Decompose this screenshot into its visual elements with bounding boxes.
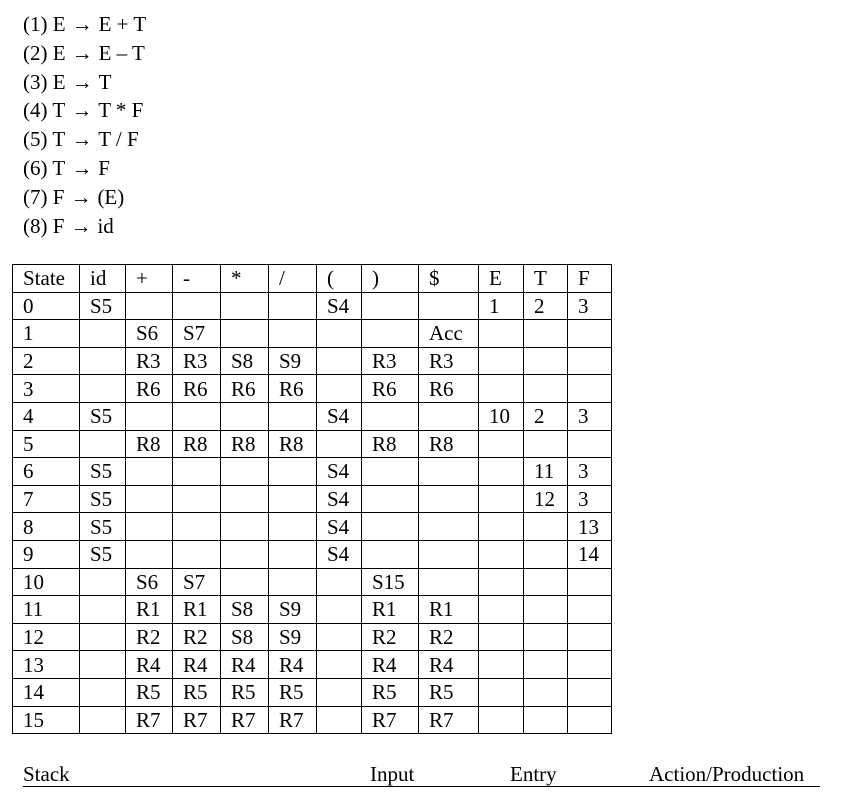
- table-cell: [317, 347, 362, 375]
- column-header: /: [269, 265, 317, 293]
- table-cell: 3: [568, 292, 612, 320]
- table-row: [13, 402, 612, 430]
- table-cell: [362, 402, 419, 430]
- table-cell: [362, 513, 419, 541]
- table-cell: [317, 706, 362, 734]
- state-cell: 8: [13, 513, 80, 541]
- table-cell: [221, 458, 269, 486]
- table-cell: [269, 458, 317, 486]
- parse-table-body: [13, 292, 612, 734]
- column-header: (: [317, 265, 362, 293]
- table-row: [13, 651, 612, 679]
- table-cell: [221, 540, 269, 568]
- table-cell: [173, 458, 221, 486]
- table-cell: [419, 513, 479, 541]
- state-cell: 11: [13, 596, 80, 624]
- production-3: [23, 68, 146, 97]
- state-cell: 1: [13, 320, 80, 348]
- table-cell: S9: [269, 347, 317, 375]
- table-cell: R6: [126, 375, 173, 403]
- production-lhs: F: [52, 184, 65, 209]
- table-cell: [173, 540, 221, 568]
- production-rhs: F: [98, 155, 110, 180]
- arrow-icon: →: [71, 127, 93, 152]
- column-header: -: [173, 265, 221, 293]
- column-header: ): [362, 265, 419, 293]
- arrow-icon: →: [71, 12, 93, 36]
- table-cell: [479, 320, 524, 348]
- table-cell: 3: [568, 485, 612, 513]
- table-cell: [173, 402, 221, 430]
- table-cell: [221, 513, 269, 541]
- table-row: [13, 678, 612, 706]
- table-cell: R7: [269, 706, 317, 734]
- table-cell: [524, 596, 568, 624]
- table-cell: [173, 292, 221, 320]
- table-cell: R4: [269, 651, 317, 679]
- state-cell: 9: [13, 540, 80, 568]
- table-cell: [524, 430, 568, 458]
- table-cell: [269, 320, 317, 348]
- table-cell: [126, 458, 173, 486]
- production-lhs: E: [52, 12, 66, 36]
- production-lhs: F: [52, 213, 65, 238]
- table-cell: R3: [419, 347, 479, 375]
- table-cell: [221, 568, 269, 596]
- table-cell: [221, 402, 269, 430]
- table-cell: R5: [362, 678, 419, 706]
- table-cell: [479, 375, 524, 403]
- table-cell: R1: [173, 596, 221, 624]
- table-cell: [362, 292, 419, 320]
- table-cell: R7: [419, 706, 479, 734]
- table-cell: R7: [221, 706, 269, 734]
- table-cell: S4: [317, 292, 362, 320]
- production-lhs: T: [52, 127, 66, 152]
- table-cell: [126, 292, 173, 320]
- table-cell: [568, 347, 612, 375]
- production-4: [23, 96, 146, 125]
- table-row: [13, 430, 612, 458]
- table-cell: [80, 678, 126, 706]
- table-cell: S15: [362, 568, 419, 596]
- arrow-icon: →: [71, 69, 93, 94]
- arrow-icon: →: [70, 213, 92, 238]
- state-cell: 12: [13, 623, 80, 651]
- table-cell: [479, 568, 524, 596]
- table-cell: [317, 651, 362, 679]
- parse-table: [12, 264, 612, 734]
- table-cell: S5: [80, 485, 126, 513]
- production-8: [23, 212, 146, 241]
- arrow-icon: →: [70, 184, 92, 209]
- table-cell: R5: [173, 678, 221, 706]
- table-cell: [317, 568, 362, 596]
- state-cell: 10: [13, 568, 80, 596]
- table-cell: [568, 678, 612, 706]
- table-cell: [524, 375, 568, 403]
- table-cell: [568, 430, 612, 458]
- stack-heading: Stack: [23, 762, 70, 786]
- table-cell: S5: [80, 540, 126, 568]
- table-cell: 3: [568, 458, 612, 486]
- table-cell: [568, 375, 612, 403]
- state-cell: 5: [13, 430, 80, 458]
- table-row: [13, 320, 612, 348]
- column-header: *: [221, 265, 269, 293]
- table-cell: R5: [269, 678, 317, 706]
- table-cell: R3: [126, 347, 173, 375]
- production-number: (5): [23, 127, 48, 152]
- table-cell: [419, 292, 479, 320]
- table-cell: [269, 292, 317, 320]
- state-cell: 0: [13, 292, 80, 320]
- input-heading: Input: [370, 762, 415, 786]
- table-row: [13, 292, 612, 320]
- production-number: (4): [23, 98, 48, 123]
- table-cell: R5: [126, 678, 173, 706]
- table-cell: [221, 292, 269, 320]
- production-number: (3): [23, 69, 48, 94]
- table-cell: [419, 458, 479, 486]
- table-cell: [80, 320, 126, 348]
- table-cell: [479, 678, 524, 706]
- table-cell: R4: [173, 651, 221, 679]
- production-rhs: T * F: [98, 98, 144, 123]
- table-cell: R6: [173, 375, 221, 403]
- table-cell: 1: [479, 292, 524, 320]
- table-cell: S5: [80, 458, 126, 486]
- production-rhs: E + T: [98, 12, 147, 36]
- table-cell: R5: [221, 678, 269, 706]
- table-cell: S4: [317, 513, 362, 541]
- production-lhs: E: [52, 69, 66, 94]
- column-header: E: [479, 265, 524, 293]
- table-cell: [568, 651, 612, 679]
- table-cell: R2: [173, 623, 221, 651]
- table-row: [13, 347, 612, 375]
- table-cell: S7: [173, 568, 221, 596]
- table-cell: R7: [362, 706, 419, 734]
- table-cell: [80, 568, 126, 596]
- table-cell: R1: [362, 596, 419, 624]
- table-cell: [419, 485, 479, 513]
- table-cell: [524, 651, 568, 679]
- table-cell: 2: [524, 402, 568, 430]
- table-cell: 13: [568, 513, 612, 541]
- table-cell: [80, 596, 126, 624]
- header-row: [13, 265, 612, 293]
- arrow-icon: →: [71, 40, 93, 65]
- table-cell: [479, 623, 524, 651]
- table-cell: [524, 513, 568, 541]
- state-cell: 2: [13, 347, 80, 375]
- table-cell: [269, 568, 317, 596]
- table-cell: R6: [269, 375, 317, 403]
- production-lhs: T: [52, 98, 66, 123]
- table-cell: 14: [568, 540, 612, 568]
- table-cell: [173, 485, 221, 513]
- table-cell: [126, 540, 173, 568]
- table-cell: [568, 568, 612, 596]
- table-cell: [524, 347, 568, 375]
- table-cell: [317, 623, 362, 651]
- state-cell: 13: [13, 651, 80, 679]
- table-cell: S5: [80, 513, 126, 541]
- table-cell: S6: [126, 568, 173, 596]
- table-cell: [126, 402, 173, 430]
- table-cell: [479, 458, 524, 486]
- table-cell: [524, 678, 568, 706]
- table-row: [13, 458, 612, 486]
- table-cell: [317, 596, 362, 624]
- table-cell: S9: [269, 623, 317, 651]
- table-cell: Acc: [419, 320, 479, 348]
- table-row: [13, 568, 612, 596]
- table-row: [13, 706, 612, 734]
- table-cell: [568, 623, 612, 651]
- grammar-productions: [23, 10, 146, 240]
- action-production-heading: Action/Production: [649, 762, 805, 786]
- table-cell: S4: [317, 485, 362, 513]
- table-cell: [479, 513, 524, 541]
- column-header: id: [80, 265, 126, 293]
- state-cell: 3: [13, 375, 80, 403]
- table-cell: S4: [317, 540, 362, 568]
- state-cell: 6: [13, 458, 80, 486]
- table-cell: 12: [524, 485, 568, 513]
- table-cell: R6: [362, 375, 419, 403]
- table-row: [13, 375, 612, 403]
- table-cell: R3: [362, 347, 419, 375]
- table-cell: R2: [419, 623, 479, 651]
- production-number: (2): [23, 40, 48, 65]
- table-cell: [317, 375, 362, 403]
- table-cell: 3: [568, 402, 612, 430]
- production-7: [23, 183, 146, 212]
- table-cell: [568, 320, 612, 348]
- column-header: +: [126, 265, 173, 293]
- table-cell: R1: [126, 596, 173, 624]
- table-cell: 11: [524, 458, 568, 486]
- table-row: [13, 623, 612, 651]
- table-cell: [317, 430, 362, 458]
- table-cell: S7: [173, 320, 221, 348]
- table-cell: R6: [221, 375, 269, 403]
- parse-table-header: [13, 265, 612, 293]
- production-6: [23, 154, 146, 183]
- table-cell: R2: [126, 623, 173, 651]
- table-cell: S4: [317, 402, 362, 430]
- production-rhs: T: [98, 69, 112, 94]
- production-lhs: T: [52, 155, 66, 180]
- entry-heading: Entry: [510, 762, 557, 786]
- table-cell: [362, 485, 419, 513]
- table-cell: [269, 402, 317, 430]
- trace-header: [23, 760, 820, 787]
- table-cell: R4: [362, 651, 419, 679]
- table-cell: [362, 458, 419, 486]
- table-cell: [317, 320, 362, 348]
- table-cell: [317, 678, 362, 706]
- column-header: T: [524, 265, 568, 293]
- table-row: [13, 485, 612, 513]
- table-cell: [269, 513, 317, 541]
- production-rhs: T / F: [98, 127, 139, 152]
- table-cell: [269, 540, 317, 568]
- production-rhs: E – T: [98, 40, 145, 65]
- table-cell: R4: [419, 651, 479, 679]
- table-cell: S4: [317, 458, 362, 486]
- table-cell: R8: [221, 430, 269, 458]
- table-cell: [419, 540, 479, 568]
- state-cell: 7: [13, 485, 80, 513]
- table-cell: R8: [362, 430, 419, 458]
- table-cell: [80, 375, 126, 403]
- table-cell: S6: [126, 320, 173, 348]
- table-cell: [568, 706, 612, 734]
- table-row: [13, 596, 612, 624]
- table-cell: R8: [269, 430, 317, 458]
- table-cell: R7: [173, 706, 221, 734]
- arrow-icon: →: [71, 98, 93, 123]
- table-cell: [221, 485, 269, 513]
- table-cell: [173, 513, 221, 541]
- table-cell: [479, 430, 524, 458]
- table-cell: [479, 485, 524, 513]
- production-5: [23, 125, 146, 154]
- table-cell: R4: [126, 651, 173, 679]
- table-cell: [221, 320, 269, 348]
- table-cell: R4: [221, 651, 269, 679]
- table-row: [13, 540, 612, 568]
- table-cell: R8: [173, 430, 221, 458]
- column-header: F: [568, 265, 612, 293]
- production-number: (8): [23, 213, 48, 238]
- column-header: $: [419, 265, 479, 293]
- production-2: [23, 39, 146, 68]
- table-cell: S9: [269, 596, 317, 624]
- table-cell: [524, 706, 568, 734]
- table-cell: [524, 540, 568, 568]
- table-cell: [479, 596, 524, 624]
- table-cell: [419, 402, 479, 430]
- production-rhs: id: [97, 213, 114, 238]
- table-cell: S8: [221, 596, 269, 624]
- table-cell: 10: [479, 402, 524, 430]
- table-cell: R8: [126, 430, 173, 458]
- table-cell: R7: [126, 706, 173, 734]
- production-number: (1): [23, 12, 48, 36]
- table-cell: [479, 651, 524, 679]
- table-cell: R1: [419, 596, 479, 624]
- table-cell: R6: [419, 375, 479, 403]
- table-cell: S5: [80, 292, 126, 320]
- table-cell: [126, 485, 173, 513]
- table-cell: R3: [173, 347, 221, 375]
- table-cell: R8: [419, 430, 479, 458]
- table-cell: [362, 320, 419, 348]
- table-cell: [479, 347, 524, 375]
- table-cell: R5: [419, 678, 479, 706]
- table-cell: R2: [362, 623, 419, 651]
- table-cell: [80, 347, 126, 375]
- arrow-icon: →: [71, 155, 93, 180]
- table-cell: [524, 320, 568, 348]
- table-cell: [80, 651, 126, 679]
- table-cell: [126, 513, 173, 541]
- production-rhs: (E): [97, 184, 125, 209]
- production-lhs: E: [52, 40, 66, 65]
- table-cell: S8: [221, 623, 269, 651]
- table-cell: [479, 540, 524, 568]
- state-cell: 15: [13, 706, 80, 734]
- table-cell: [524, 623, 568, 651]
- table-cell: S8: [221, 347, 269, 375]
- table-row: [13, 513, 612, 541]
- production-number: (7): [23, 184, 48, 209]
- state-cell: 4: [13, 402, 80, 430]
- table-cell: 2: [524, 292, 568, 320]
- column-header: State: [13, 265, 80, 293]
- table-cell: [269, 485, 317, 513]
- table-cell: [80, 706, 126, 734]
- table-cell: [524, 568, 568, 596]
- production-number: (6): [23, 155, 48, 180]
- state-cell: 14: [13, 678, 80, 706]
- table-cell: S5: [80, 402, 126, 430]
- production-1: [23, 10, 146, 39]
- table-cell: [80, 623, 126, 651]
- table-cell: [80, 430, 126, 458]
- table-cell: [568, 596, 612, 624]
- table-cell: [419, 568, 479, 596]
- table-cell: [479, 706, 524, 734]
- table-cell: [362, 540, 419, 568]
